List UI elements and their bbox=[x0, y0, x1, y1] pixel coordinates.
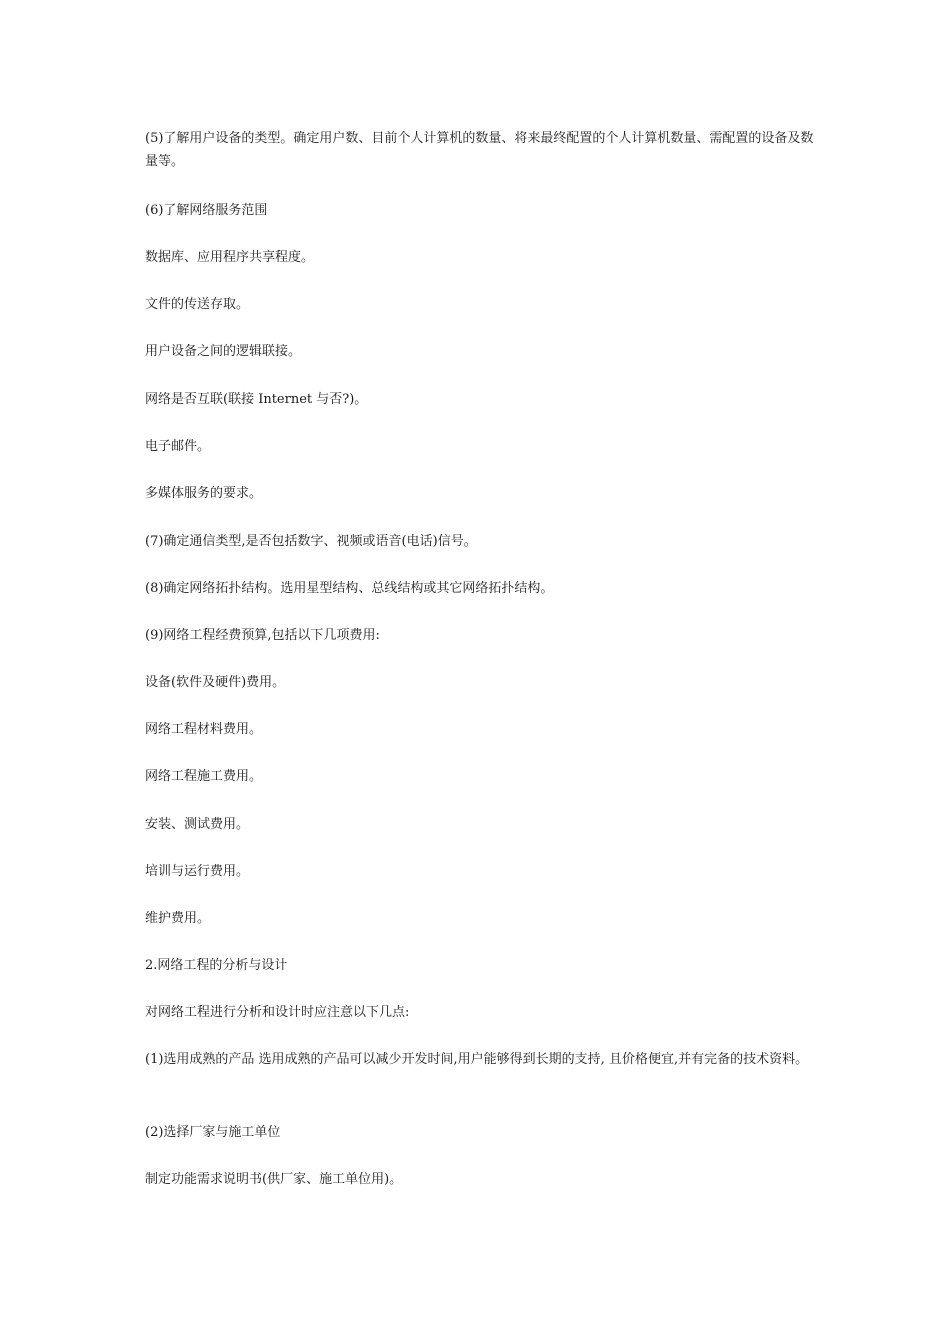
paragraph-multimedia: 多媒体服务的要求。 bbox=[145, 486, 263, 501]
paragraph-logical-connection: 用户设备之间的逻辑联接。 bbox=[145, 344, 302, 359]
paragraph-communication-type: (7)确定通信类型,是否包括数字、视频或语音(电话)信号。 bbox=[145, 534, 477, 549]
paragraph-material-cost: 网络工程材料费用。 bbox=[145, 722, 263, 737]
section-heading-analysis-design: 2.网络工程的分析与设计 bbox=[145, 958, 288, 973]
paragraph-internet-connection: 网络是否互联(联接 Internet 与否?)。 bbox=[145, 392, 368, 407]
paragraph-design-notes: 对网络工程进行分析和设计时应注意以下几点: bbox=[145, 1005, 410, 1020]
paragraph-construction-cost: 网络工程施工费用。 bbox=[145, 769, 263, 784]
paragraph-database-sharing: 数据库、应用程序共享程度。 bbox=[145, 250, 315, 265]
paragraph-email: 电子邮件。 bbox=[145, 439, 211, 454]
paragraph-service-scope: (6)了解网络服务范围 bbox=[145, 203, 268, 218]
paragraph-vendor-selection: (2)选择厂家与施工单位 bbox=[145, 1125, 281, 1140]
paragraph-mature-products: (1)选用成熟的产品 选用成熟的产品可以减少开发时间,用户能够得到长期的支持, 且价格便宜,并有完备的技术资料。 bbox=[145, 1052, 809, 1067]
paragraph-equipment-cost: 设备(软件及硬件)费用。 bbox=[145, 675, 286, 690]
paragraph-install-test-cost: 安装、测试费用。 bbox=[145, 817, 250, 832]
paragraph-requirements-spec: 制定功能需求说明书(供厂家、施工单位用)。 bbox=[145, 1172, 403, 1187]
paragraph-training-cost: 培训与运行费用。 bbox=[145, 864, 250, 879]
paragraph-topology: (8)确定网络拓扑结构。选用星型结构、总线结构或其它网络拓扑结构。 bbox=[145, 581, 554, 596]
paragraph-budget: (9)网络工程经费预算,包括以下几项费用: bbox=[145, 628, 380, 643]
paragraph-file-transfer: 文件的传送存取。 bbox=[145, 297, 250, 312]
paragraph-maintenance-cost: 维护费用。 bbox=[145, 911, 211, 926]
paragraph-user-devices: (5)了解用户设备的类型。确定用户数、目前个人计算机的数量、将来最终配置的个人计算机数量、需配置的设备及数量等。 bbox=[145, 131, 814, 169]
